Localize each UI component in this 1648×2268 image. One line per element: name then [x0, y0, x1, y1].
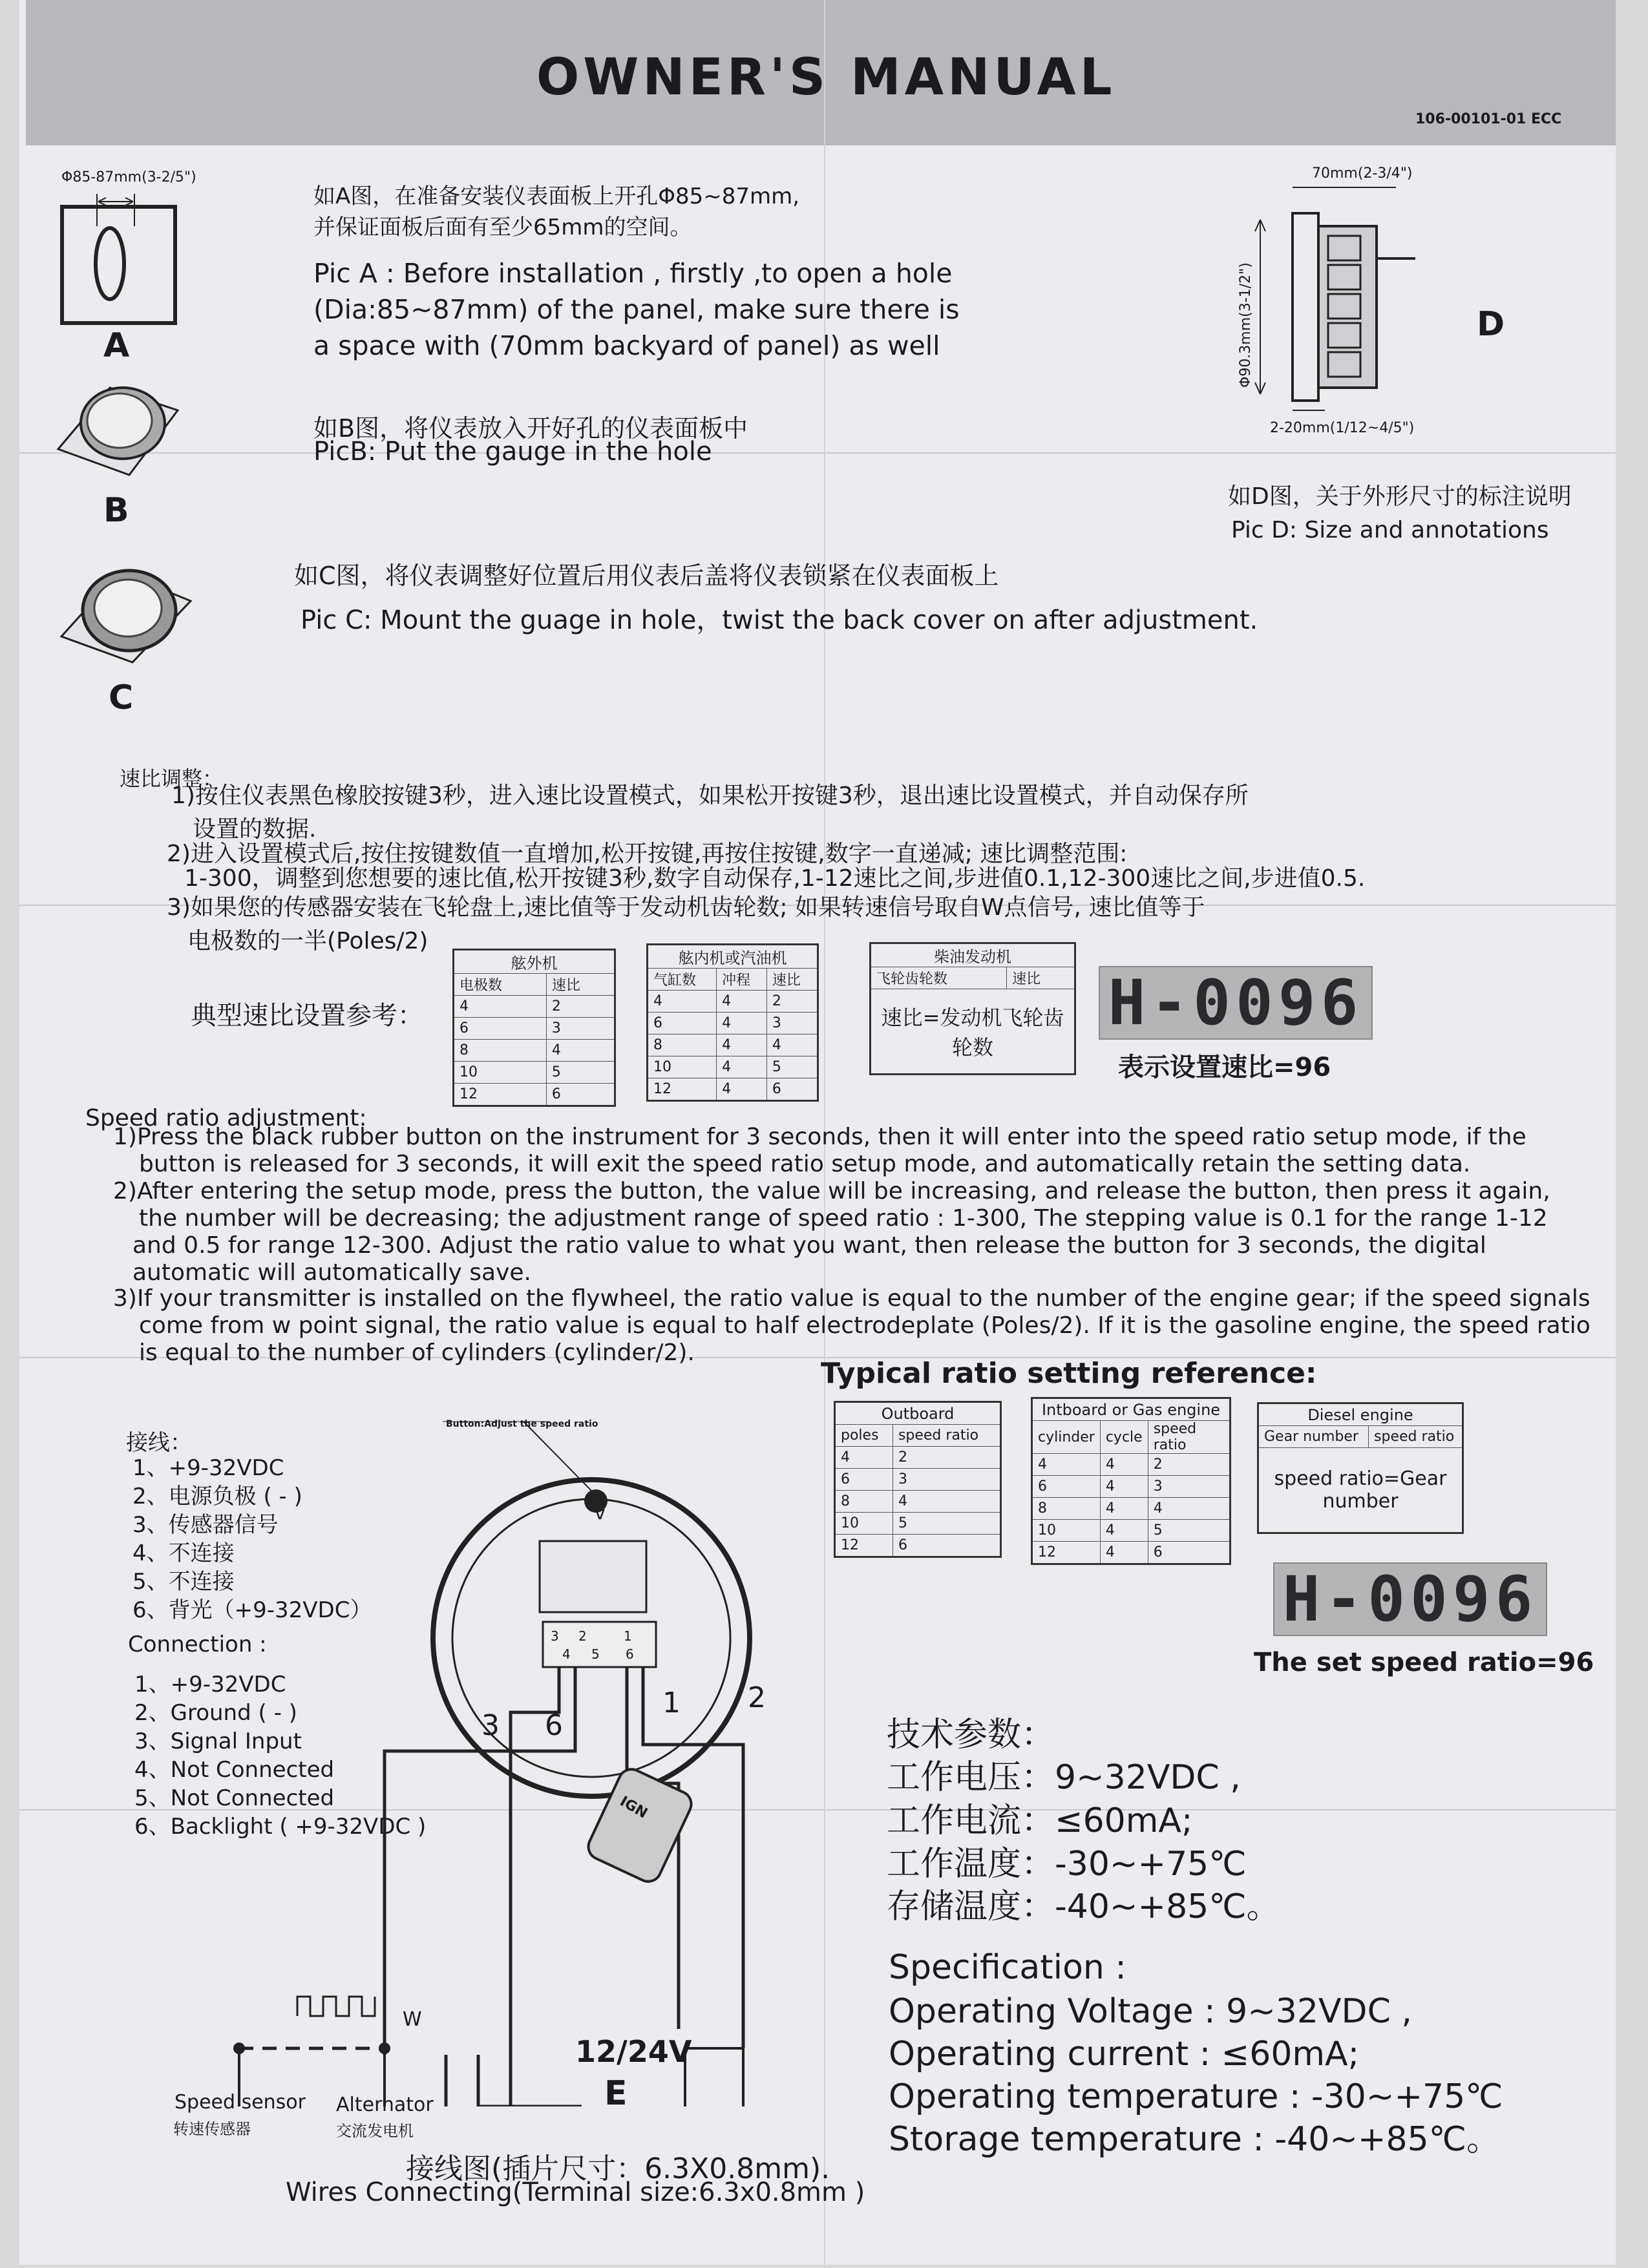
- table-row: 12 6: [454, 1084, 615, 1106]
- cn-diesel-table: [869, 942, 1076, 1075]
- table-caption: 舷内机或汽油机: [648, 945, 818, 969]
- pin-label: 6: [626, 1646, 634, 1662]
- list-item: 2、Ground ( - ): [134, 1700, 297, 1726]
- table-note: speed ratio=Gear number: [1258, 1448, 1463, 1533]
- en-ratio-line: is equal to the number of cylinders (cylinder/2).: [139, 1339, 695, 1366]
- fold-line: [19, 452, 1616, 454]
- tech-cn-line: 工作电流：≤60mA;: [887, 1801, 1193, 1840]
- en-ratio-line: come from w point signal, the ratio value is equal to half electrodeplate (Poles/2). If it is the gasoline engine, the speed ratio: [139, 1312, 1590, 1339]
- tech-cn-line: 工作电压：9~32VDC ,: [887, 1758, 1241, 1797]
- table-row: 10 5: [454, 1062, 615, 1084]
- battery-label: 12/24V: [575, 2034, 692, 2069]
- sensor-cn-label: 转速传感器: [173, 2120, 251, 2138]
- table-note: 速比=发动机飞轮齿轮数: [871, 989, 1075, 1075]
- table-caption: 柴油发动机: [871, 943, 1075, 967]
- diagram-caption-en: Wires Connecting(Terminal size:6.3x0.8mm ): [286, 2178, 865, 2207]
- pin-label: 2: [578, 1628, 587, 1644]
- cn-ratio-line: 2)进入设置模式后,按住按键数值一直增加,松开按键,再按住按键,数字一直递减; 速比调整范围:: [167, 841, 1128, 867]
- table-row: 4 2: [454, 996, 615, 1018]
- table-header: poles: [835, 1425, 893, 1447]
- lcd-display: H-0096: [1273, 1562, 1547, 1636]
- pic-a-letter: A: [103, 326, 130, 365]
- page-title: OWNER'S MANUAL: [536, 48, 1116, 107]
- table-caption: 舷外机: [454, 950, 615, 974]
- pic-d-dim-bottom: 2-20mm(1/12~4/5"): [1270, 420, 1415, 436]
- table-header: 速比: [1007, 967, 1075, 989]
- ign-label: IGN: [617, 1793, 650, 1822]
- list-item: 6、Backlight ( +9-32VDC ): [134, 1814, 427, 1840]
- diagram-letter: E: [604, 2074, 628, 2113]
- tech-en-heading: Specification :: [889, 1948, 1126, 1987]
- pic-d-dim-side: Φ90.3mm(3-1/2"): [1238, 262, 1254, 388]
- table-row: 4 4 2: [648, 991, 818, 1013]
- list-item: 5、不连接: [132, 1569, 235, 1595]
- pin-label: 3: [551, 1628, 559, 1644]
- pic-b-letter: B: [103, 491, 129, 530]
- table-row: 12 4 6: [1032, 1542, 1231, 1564]
- wire-mark-v: v: [595, 1502, 606, 1524]
- table-header: speed ratio: [1148, 1421, 1230, 1454]
- pin-label: 1: [624, 1628, 632, 1644]
- tech-en-line: Operating current : ≤60mA;: [889, 2035, 1360, 2074]
- text-line: 如A图，在准备安装仪表面板上开孔Φ85~87mm,: [313, 184, 800, 209]
- gauge-lcd-window: [540, 1541, 646, 1612]
- table-header: 速比: [766, 969, 818, 991]
- table-header: 冲程: [717, 969, 767, 991]
- list-item: 1、+9-32VDC: [132, 1455, 284, 1481]
- pulse-signal-icon: [297, 1997, 375, 2016]
- en-ratio-line: button is released for 3 seconds, it will exit the speed ratio setup mode, and automatically retain the setting data.: [139, 1151, 1471, 1177]
- lcd-caption: 表示设置速比=96: [1118, 1053, 1331, 1082]
- pin-label: 4: [562, 1646, 571, 1662]
- text-line: 并保证面板后面有至少65mm的空间。: [313, 215, 692, 240]
- en-ratio-line: the number will be decreasing; the adjustment range of speed ratio : 1-300, The stepping value is 0.1 for the range 1-12: [139, 1205, 1548, 1232]
- tech-cn-heading: 技术参数：: [887, 1716, 1055, 1754]
- diagram-caption-cn: 接线图(插片尺寸：6.3X0.8mm).: [406, 2152, 830, 2185]
- en-ratio-line: automatic will automatically save.: [132, 1259, 531, 1286]
- tech-en-line: Storage temperature : -40~+85℃。: [889, 2120, 1501, 2159]
- wire-label: 1: [662, 1686, 681, 1719]
- pic-d-cn-text: 如D图，关于外形尺寸的标注说明: [1228, 483, 1572, 510]
- en-diesel-table: [1257, 1402, 1464, 1534]
- pic-a-en-text: [313, 255, 960, 364]
- table-header: 电极数: [454, 974, 547, 996]
- table-row: 4 2: [835, 1447, 1001, 1469]
- button-label: Button:Adjust the speed ratio: [446, 1419, 598, 1429]
- list-item: 2、电源负极 ( - ): [132, 1484, 302, 1509]
- document-code: 106-00101-01 ECC: [1415, 111, 1562, 127]
- pic-c-en-text: Pic C: Mount the guage in hole，twist the back cover on after adjustment.: [301, 605, 1258, 635]
- text-line: a space with (70mm backyard of panel) as well: [313, 330, 940, 361]
- pic-d-dim-top: 70mm(2-3/4"): [1312, 165, 1413, 182]
- cn-inboard-table: [646, 943, 819, 1102]
- en-typical-label: Typical ratio setting reference:: [821, 1357, 1317, 1390]
- table-row: 6 4 3: [648, 1013, 818, 1034]
- list-item: 3、传感器信号: [132, 1512, 279, 1538]
- en-ratio-line: 3)If your transmitter is installed on the flywheel, the ratio value is equal to the number of the engine gear; if the speed signals: [113, 1285, 1590, 1312]
- w-point-label: W: [403, 2008, 422, 2031]
- table-header: speed ratio: [1369, 1426, 1463, 1448]
- cn-typical-label: 典型速比设置参考：: [191, 1001, 423, 1031]
- list-item: 5、Not Connected: [134, 1785, 335, 1811]
- pic-d-en-text: Pic D: Size and annotations: [1231, 517, 1549, 543]
- table-caption: Intboard or Gas engine: [1032, 1398, 1231, 1421]
- alternator-cn-label: 交流发电机: [336, 2122, 414, 2140]
- table-row: 12 4 6: [648, 1078, 818, 1101]
- list-item: 4、不连接: [132, 1540, 235, 1566]
- pic-a-cn-text: [313, 181, 799, 243]
- en-inboard-table: [1031, 1397, 1231, 1565]
- sensor-label: Speed sensor: [174, 2091, 306, 2114]
- table-header: cylinder: [1032, 1421, 1101, 1454]
- table-row: 12 6: [835, 1535, 1001, 1557]
- tech-en-line: Operating temperature : -30~+75℃: [889, 2077, 1503, 2116]
- pic-c-letter: C: [109, 678, 134, 717]
- en-outboard-table: [834, 1401, 1002, 1558]
- text-line: (Dia:85~87mm) of the panel, make sure there is: [313, 294, 960, 325]
- en-ratio-heading: Speed ratio adjustment:: [85, 1105, 367, 1131]
- table-row: 8 4: [835, 1491, 1001, 1513]
- table-row: 8 4 4: [1032, 1498, 1231, 1520]
- tech-cn-line: 工作温度：-30~+75℃: [887, 1845, 1247, 1884]
- table-header: 飞轮齿轮数: [871, 967, 1007, 989]
- wire-label: 2: [748, 1681, 766, 1714]
- table-row: 6 3: [835, 1469, 1001, 1491]
- table-row: 10 4 5: [1032, 1520, 1231, 1542]
- cn-ratio-line: 1)按住仪表黑色橡胶按键3秒，进入速比设置模式，如果松开按键3秒，退出速比设置模式，并自动保存所: [171, 782, 1249, 809]
- wire-label: 3: [481, 1709, 500, 1742]
- table-row: 8 4 4: [648, 1034, 818, 1056]
- pic-d-letter: D: [1477, 305, 1505, 344]
- table-caption: Outboard: [835, 1402, 1001, 1425]
- cn-ratio-line: 1-300，调整到您想要的速比值,松开按键3秒,数字自动保存,1-12速比之间,步进值0.1,12-300速比之间,步进值0.5.: [184, 865, 1366, 892]
- table-row: 6 3: [454, 1018, 615, 1040]
- pic-a-dimension: Φ85-87mm(3-2/5"): [61, 169, 196, 185]
- cn-ratio-line: 3)如果您的传感器安装在飞轮盘上,速比值等于发动机齿轮数; 如果转速信号取自W点信号, 速比值等于: [167, 894, 1205, 921]
- list-item: 1、+9-32VDC: [134, 1672, 286, 1697]
- table-row: 8 4: [454, 1040, 615, 1062]
- table-header: speed ratio: [893, 1425, 1000, 1447]
- pic-c-cn-text: 如C图，将仪表调整好位置后用仪表后盖将仪表锁紧在仪表面板上: [294, 562, 999, 590]
- pic-a-panel-illustration: [58, 187, 187, 336]
- pic-c-gauge-illustration: [58, 552, 194, 669]
- en-ratio-line: 1)Press the black rubber button on the instrument for 3 seconds, then it will enter into the speed ratio setup mode, if the: [113, 1124, 1527, 1150]
- pic-b-en-text: PicB: Put the gauge in the hole: [313, 437, 712, 467]
- en-ratio-line: 2)After entering the setup mode, press the button, the value will be increasing, and release the button, then press it again,: [113, 1178, 1550, 1204]
- table-header: 速比: [546, 974, 615, 996]
- cn-ratio-line: 设置的数据.: [193, 816, 317, 843]
- table-row: 10 5: [835, 1513, 1001, 1535]
- tech-en-line: Operating Voltage : 9~32VDC ,: [889, 1992, 1412, 2031]
- alternator-label: Alternator: [336, 2094, 434, 2116]
- cn-ratio-heading: 速比调整：: [120, 766, 224, 791]
- cn-ratio-line: 电极数的一半(Poles/2): [187, 928, 428, 954]
- table-row: 4 4 2: [1032, 1454, 1231, 1476]
- table-header: 气缸数: [648, 969, 717, 991]
- table-header: Gear number: [1258, 1426, 1369, 1448]
- pic-b-cn-text: 如B图，将仪表放入开好孔的仪表面板中: [313, 414, 748, 443]
- cn-outboard-table: [452, 949, 616, 1107]
- en-ratio-line: and 0.5 for range 12-300. Adjust the ratio value to what you want, then release the button for 3 seconds, the digital: [132, 1232, 1486, 1259]
- table-row: 6 4 3: [1032, 1476, 1231, 1498]
- pin-label: 5: [591, 1646, 600, 1662]
- tech-cn-line: 存储温度：-40~+85℃。: [887, 1887, 1280, 1926]
- list-item: 4、Not Connected: [134, 1757, 335, 1783]
- table-row: 10 4 5: [648, 1056, 818, 1078]
- list-item: 6、背光（+9-32VDC）: [132, 1597, 372, 1623]
- lcd-caption: The set speed ratio=96: [1254, 1648, 1594, 1677]
- table-caption: Diesel engine: [1258, 1403, 1463, 1426]
- table-header: cycle: [1100, 1421, 1148, 1454]
- wire-label: 6: [545, 1709, 563, 1742]
- list-item: 3、Signal Input: [134, 1728, 302, 1754]
- wiring-cn-heading: 接线：: [126, 1430, 192, 1456]
- pic-b-gauge-illustration: [52, 372, 181, 481]
- lcd-display: H-0096: [1099, 966, 1373, 1040]
- wiring-en-heading: Connection :: [128, 1632, 267, 1657]
- wiring-diagram: [162, 1409, 840, 2106]
- text-line: Pic A : Before installation , firstly ,to open a hole: [313, 258, 953, 289]
